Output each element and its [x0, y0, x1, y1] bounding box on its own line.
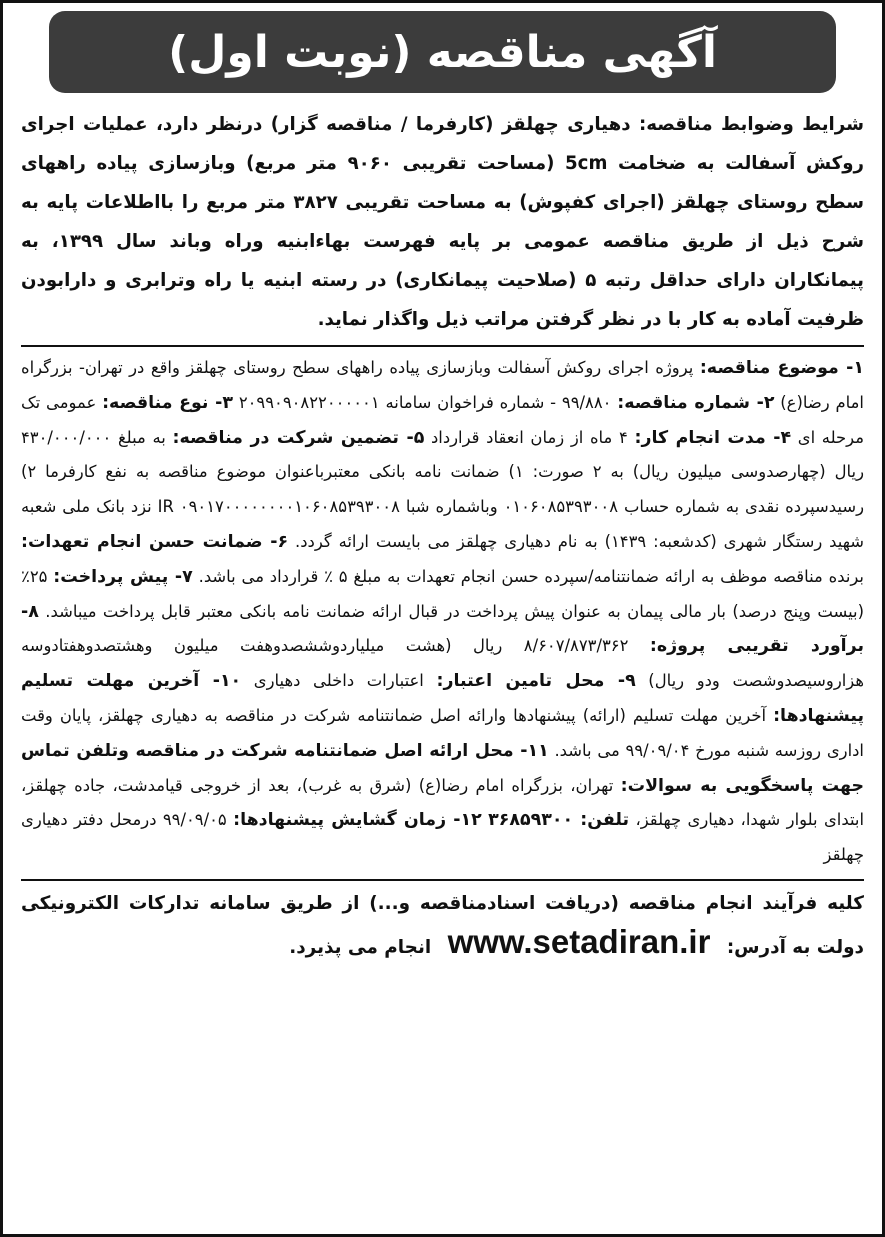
- notice-title: آگهی مناقصه (نوبت اول): [168, 26, 717, 78]
- item-label: ۴- مدت انجام کار:: [634, 427, 792, 448]
- item-text: تهران، بزرگراه امام رضا(ع) (شرق به غرب)، بعد از خروجی قیامدشت، جاده چهلقز، ابتدای بلوار شهدا، دهیاری چهلقز،: [21, 775, 865, 830]
- item-label: ۱۱- محل ارائه اصل ضمانتنامه شرکت در مناقصه وتلفن تماس جهت پاسخگویی به سوالات:: [21, 740, 864, 796]
- item-label: ۸- برآورد تقریبی پروژه:: [21, 601, 864, 657]
- item-label: ۱- موضوع مناقصه:: [699, 358, 864, 378]
- intro-lead: شرایط وضوابط مناقصه:: [638, 114, 864, 135]
- item-text: به مبلغ ۴۳۰/۰۰۰/۰۰۰ ریال (چهارصدوسی میلیون ریال) به ۲ صورت: ۱) ضمانت نامه بانکی معتبرباعنوان موضوع مناقصه به نفع کارفرما ۲) رسیدسپرده نقدی به شماره حساب ۰۱۰۶۰۸۵۳۹۳۰۰۸ وباشماره شبا IR ۰۹۰۱۷۰۰۰۰۰۰۰۰۱۰۶۰۸۵۳۹۳۰۰۸ نزد بانک ملی شعبه شهید رستگار شهری (کدشعبه: ۱۴۳۹) به نام دهیاری چهلقز می بایست ارائه گردد.: [21, 427, 865, 551]
- item-text: آخرین مهلت تسلیم (ارائه) پیشنهادها وارائه اصل ضمانتنامه شرکت در مناقصه به دهیاری چهلقز، پایان وقت اداری روزسه شنبه مورخ ۹۹/۰۹/۰۴ می باشد.: [21, 705, 864, 760]
- item-label: ۶- ضمانت حسن انجام تعهدات:: [21, 531, 289, 552]
- item-label: ۳- نوع مناقصه:: [102, 392, 233, 413]
- intro-paragraph: [21, 105, 864, 339]
- website-link[interactable]: www.setadiran.ir: [447, 922, 711, 960]
- item-label: ۱۰- آخرین مهلت تسلیم پیشنهادها:: [21, 671, 864, 726]
- item-label: ۱۲- زمان گشایش پیشنهادها:: [233, 810, 482, 831]
- divider: [21, 879, 864, 881]
- phone-number: تلفن: ۳۶۸۵۹۳۰۰: [488, 810, 630, 831]
- item-text: ۹۹/۰۹/۰۵ درمحل دفتر دهیاری چهلقز: [21, 810, 864, 865]
- item-text: ۸/۶۰۷/۸۷۳/۳۶۲ ریال (هشت میلیاردوششصدوهفت میلیون وهشتصدوهفتادوسه هزاروسیصدوشصت ودو ریال): [21, 636, 864, 691]
- item-label: ۹- محل تامین اعتبار:: [436, 671, 636, 692]
- item-text: عمومی تک مرحله ای: [21, 392, 864, 447]
- item-text: اعتبارات داخلی دهیاری: [241, 671, 437, 691]
- item-text: برنده مناقصه موظف به ارائه ضمانتنامه/سپرده حسن انجام تعهدات به مبلغ ۵ ٪ قرارداد می باشد.: [192, 566, 864, 586]
- item-text: پروژه اجرای روکش آسفالت وبازسازی پیاده راههای سطح روستای چهلقز واقع در تهران- بزرگراه امام رضا(ع): [21, 358, 864, 412]
- item-text: ۹۹/۸۸۰ - شماره فراخوان سامانه ۲۰۹۹۰۹۰۸۲۲۰۰۰۰۰۱: [232, 392, 618, 412]
- title-banner: [49, 11, 836, 93]
- footer-paragraph: [21, 885, 864, 967]
- item-label: ۲- شماره مناقصه:: [617, 392, 775, 413]
- footer-text: کلیه فرآیند انجام مناقصه (دریافت اسنادمناقصه و...) از طریق سامانه تدارکات الکترونیکی دولت به آدرس:: [21, 892, 864, 958]
- item-text: ۲۵٪ (بیست وپنج درصد) بار مالی پیمان به عنوان پیش پرداخت در قبال ارائه ضمانت نامه بانکی معتبر قابل پرداخت میباشد.: [21, 566, 864, 621]
- item-label: ۷- پیش پرداخت:: [53, 566, 193, 587]
- intro-text: دهیاری چهلقز (کارفرما / مناقصه گزار) درنظر دارد، عملیات اجرای روکش آسفالت به ضخامت 5cm (مساحت تقریبی ۹۰۶۰ متر مربع) وبازسازی پیاده راههای سطح روستای چهلقز (اجرای کفپوش) به مساحت تقریبی ۳۸۲۷ متر مربع را بااطلاعات پایه به شرح ذیل از طریق مناقصه عمومی بر پایه فهرست بهاءابنیه وراه وباند سال ۱۳۹۹، به پیمانکاران دارای حداقل رتبه ۵ (صلاحیت پیمانکاری) در رسته ابنیه یا راه وترابری و دارابودن ظرفیت آماده به کار با در نظر گرفتن مراتب ذیل واگذار نماید.: [21, 114, 865, 330]
- conditions-body: [21, 351, 864, 873]
- divider: [21, 345, 864, 347]
- footer-text-end: انجام می پذیرد.: [289, 936, 438, 958]
- item-label: ۵- تضمین شرکت در مناقصه:: [172, 427, 425, 448]
- item-text: ۴ ماه از زمان انعقاد قرارداد: [424, 427, 635, 447]
